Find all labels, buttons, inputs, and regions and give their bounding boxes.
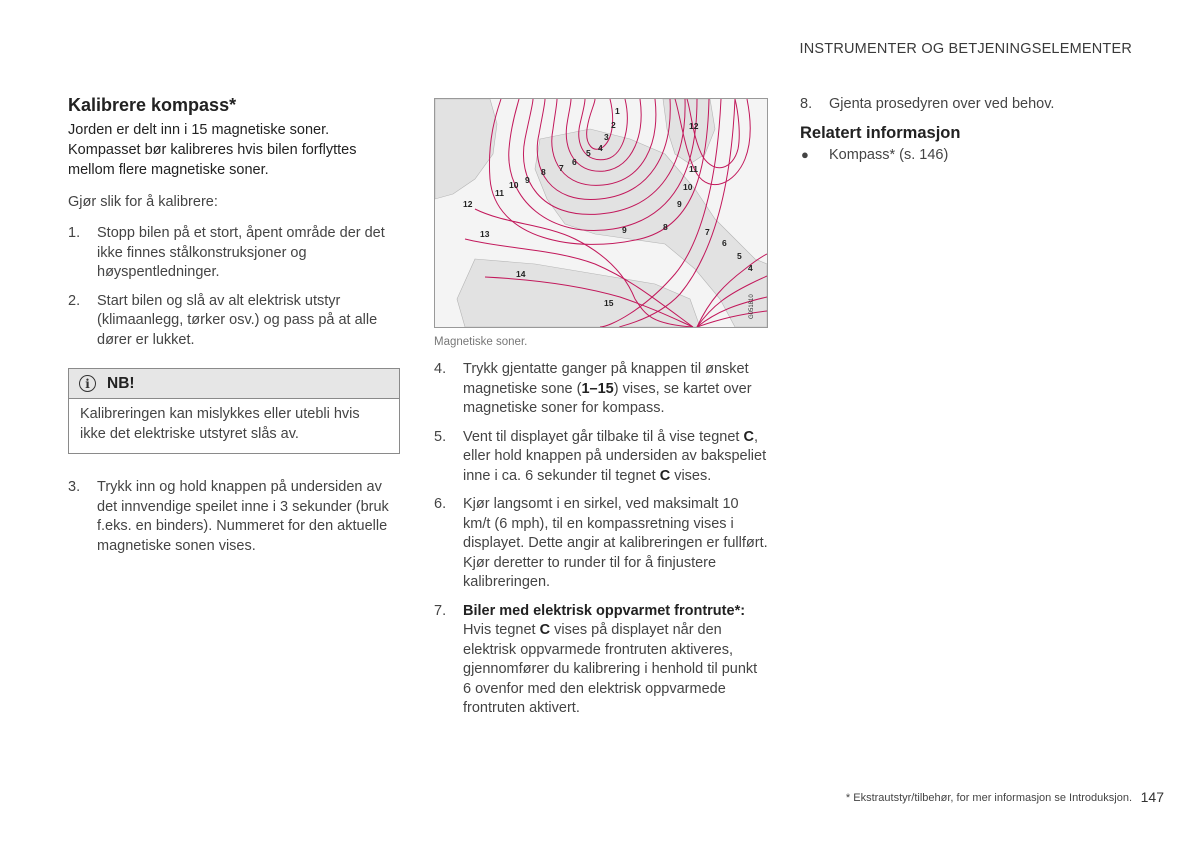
svg-text:8: 8	[541, 167, 546, 177]
svg-text:15: 15	[604, 298, 614, 308]
section-lead: Gjør slik for å kalibrere:	[68, 194, 218, 210]
note-text: Kalibreringen kan mislykkes eller utebli hvis ikke det elektriske utstyret slås av.	[80, 406, 360, 442]
steps-list-part3	[434, 360, 768, 719]
svg-text:4: 4	[748, 263, 753, 273]
step-item	[434, 495, 768, 593]
section-title: Kalibrere kompass*	[68, 95, 237, 115]
step-item	[68, 292, 400, 351]
svg-text:10: 10	[509, 180, 519, 190]
svg-text:3: 3	[604, 132, 609, 142]
svg-text:9: 9	[677, 199, 682, 209]
column-left	[68, 95, 400, 565]
svg-text:8: 8	[663, 222, 668, 232]
svg-text:13: 13	[480, 229, 490, 239]
step-text: Vent til displayet går tilbake til å vise tegnet C, eller hold knappen på undersiden av bakspeliet inne i ca. 6 sekunder til tegnet C vises.	[463, 428, 767, 484]
step-text: Kjør langsomt i en sirkel, ved maksimalt 10 km/t (6 mph), til en kompassretning vises i displayet. Dette angir at kalibreringen er fullført. Kjør deretter to runder til for å finjustere kalibreringen.	[463, 496, 768, 590]
column-middle	[434, 98, 768, 728]
step-text: Start bilen og slå av alt elektrisk utstyr (klimaanlegg, tørker osv.) og pass på at alle dører er lukket.	[97, 292, 378, 348]
map-svg	[435, 99, 767, 327]
column-right	[800, 95, 1140, 165]
svg-text:6: 6	[572, 157, 577, 167]
svg-text:14: 14	[516, 269, 526, 279]
step-number: 7.	[434, 602, 447, 619]
svg-text:12: 12	[689, 121, 699, 131]
map-caption: Magnetiske soner.	[434, 336, 528, 348]
svg-text:11: 11	[689, 164, 698, 174]
step-item	[434, 602, 768, 719]
related-title: Relatert informasjon	[800, 123, 961, 142]
step-item	[68, 478, 400, 556]
steps-list-part4	[800, 95, 1140, 115]
step-item	[800, 95, 1140, 115]
step-text: Stopp bilen på et stort, åpent område der det ikke finnes stålkonstruksjoner og høyspentledninger.	[97, 225, 385, 280]
magnetic-zones-map	[434, 98, 768, 328]
page-header-title: INSTRUMENTER OG BETJENINGSELEMENTER	[799, 41, 1132, 57]
step-heading: Biler med elektrisk oppvarmet frontrute	[463, 602, 735, 619]
svg-text:1: 1	[615, 106, 620, 116]
footer-note: * Ekstrautstyr/tilbehør, for mer informasjon se Introduksjon.	[845, 792, 1132, 804]
note-header	[69, 369, 399, 399]
svg-text:4: 4	[598, 143, 603, 153]
map-code: G051810	[749, 294, 755, 319]
step-item	[434, 360, 768, 419]
info-icon: i	[79, 375, 96, 392]
steps-list-part1	[68, 224, 400, 350]
svg-text:9: 9	[622, 225, 627, 235]
step-number: 5.	[434, 428, 447, 445]
related-link[interactable]: Kompass* (s. 146)	[829, 146, 949, 163]
svg-text:12: 12	[463, 199, 473, 209]
step-item	[434, 428, 768, 487]
step-text: Gjenta prosedyren over ved behov.	[829, 96, 1055, 112]
step-text: Trykk gjentatte ganger på knappen til ønsket magnetiske sone (1–15) vises, se kartet over magnetiske soner for kompass.	[463, 361, 752, 416]
step-number: 6.	[434, 496, 447, 512]
steps-list-part2	[68, 478, 400, 556]
svg-text:9: 9	[525, 175, 530, 185]
related-list	[800, 145, 1140, 165]
step-text: Biler med elektrisk oppvarmet frontrute*: Hvis tegnet C vises på displayet når den elektrisk oppvarmede frontruten aktiveres, gjennomfører du kalibrering i henhold til punkt 6 ovenfor med den elektrisk oppvarmede frontruten aktivert.	[463, 602, 758, 716]
svg-text:7: 7	[559, 163, 564, 173]
step-number: 1.	[68, 225, 81, 241]
svg-text:7: 7	[705, 227, 710, 237]
step-item	[68, 224, 400, 283]
step-text: Trykk inn og hold knappen på undersiden av det innvendige speilet inne i 3 sekunder (bruk f.eks. en binders). Nummeret for den aktuelle magnetiske sonen vises.	[97, 479, 389, 554]
svg-text:6: 6	[722, 238, 727, 248]
svg-text:5: 5	[737, 251, 742, 261]
note-label: NB!	[107, 374, 135, 392]
step-number: 8.	[800, 96, 813, 112]
section-intro: Jorden er delt inn i 15 magnetiske soner. Kompasset bør kalibreres hvis bilen forflyttes mellom flere magnetiske soner.	[68, 122, 357, 178]
related-item[interactable]: ● Kompass* (s. 146)	[801, 146, 949, 163]
svg-text:10: 10	[683, 182, 693, 192]
step-number: 2.	[68, 292, 81, 309]
step-number: 4.	[434, 361, 447, 377]
svg-text:5: 5	[586, 148, 591, 158]
page-number: 147	[1140, 789, 1164, 805]
step-number: 3.	[68, 479, 81, 495]
note-box	[68, 368, 400, 454]
svg-text:11: 11	[495, 188, 504, 198]
svg-text:2: 2	[611, 120, 616, 130]
